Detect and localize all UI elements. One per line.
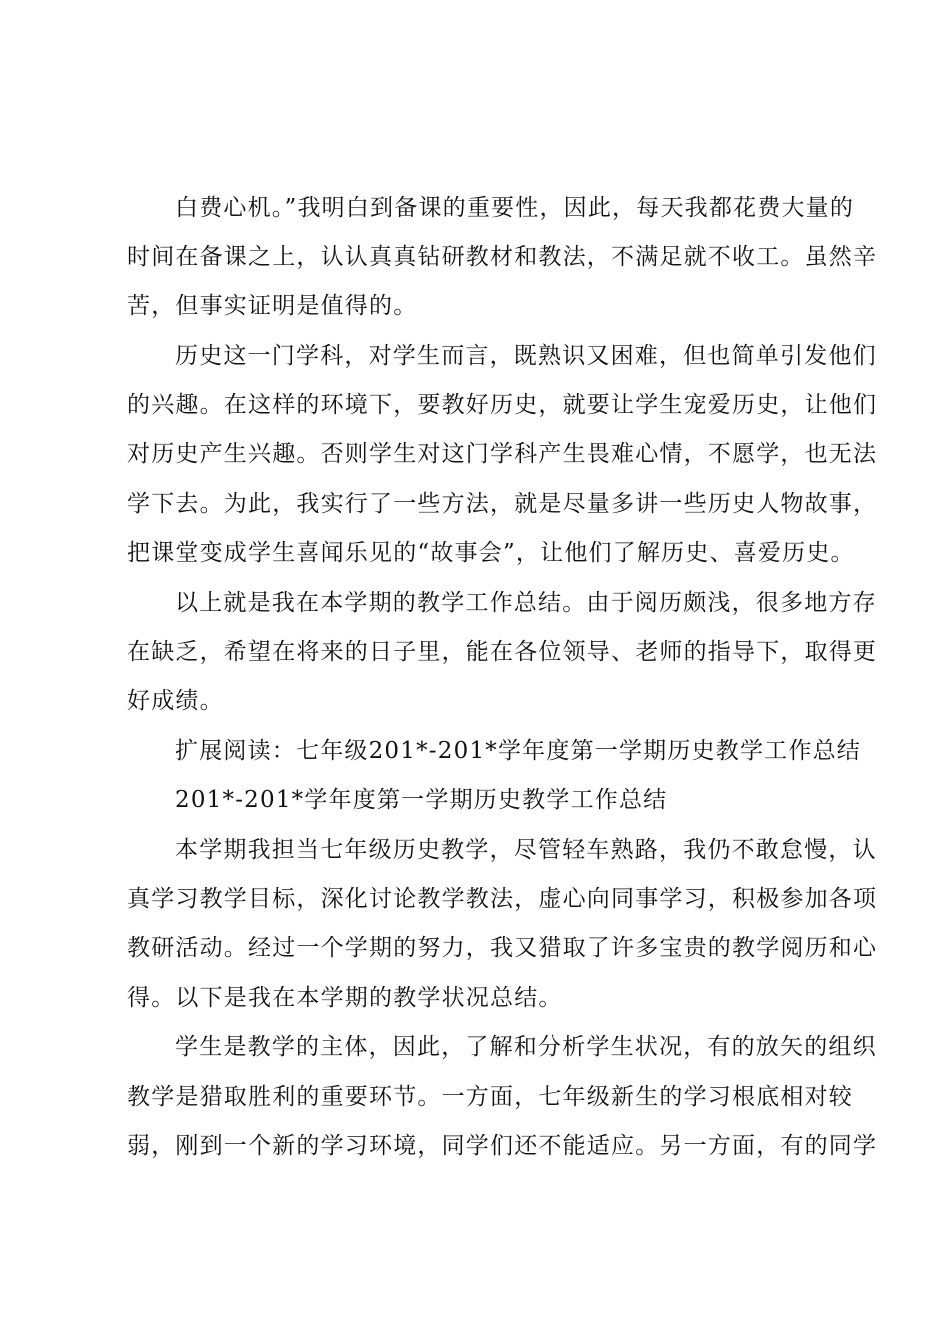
text-line: 弱，刚到一个新的学习环境，同学们还不能适应。另一方面，有的同学	[127, 1133, 878, 1159]
extended-reading-line: 扩展阅读：七年级201*-201*学年度第一学期历史教学工作总结	[175, 738, 861, 764]
section-title: 201*-201*学年度第一学期历史教学工作总结	[175, 787, 668, 813]
text-line: 得。以下是我在本学期的教学状况总结。	[127, 985, 563, 1011]
text-line: 历史这一门学科，对学生而言，既熟识又困难，但也简单引发他们	[175, 343, 877, 369]
text-line: 本学期我担当七年级历史教学，尽管轻车熟路，我仍不敢怠慢，认	[175, 837, 877, 863]
text-line: 苦，但事实证明是值得的。	[127, 293, 418, 319]
text-line: 教研活动。经过一个学期的努力，我又猎取了许多宝贵的教学阅历和心	[127, 935, 878, 961]
text-line: 把课堂变成学生喜闻乐见的“故事会”，让他们了解历史、喜爱历史。	[127, 540, 855, 566]
text-line: 学生是教学的主体，因此，了解和分析学生状况，有的放矢的组织	[175, 1034, 877, 1060]
text-line: 真学习教学目标，深化讨论教学教法，虚心向同事学习，积极参加各项	[127, 886, 878, 912]
text-line: 以上就是我在本学期的教学工作总结。由于阅历颇浅，很多地方存	[175, 590, 877, 616]
text-line: 的兴趣。在这样的环境下，要教好历史，就要让学生宠爱历史，让他们	[127, 392, 878, 418]
text-line: 时间在备课之上，认认真真钻研教材和教法，不满足就不收工。虽然辛	[127, 244, 878, 270]
text-line: 在缺乏，希望在将来的日子里，能在各位领导、老师的指导下，取得更	[127, 639, 878, 665]
text-line: 学下去。为此，我实行了一些方法，就是尽量多讲一些历史人物故事，	[127, 491, 878, 517]
text-line: 好成绩。	[127, 688, 224, 714]
text-line: 白费心机。”我明白到备课的重要性，因此，每天我都花费大量的	[175, 195, 855, 221]
text-line: 对历史产生兴趣。否则学生对这门学科产生畏难心情，不愿学，也无法	[127, 441, 878, 467]
text-line: 教学是猎取胜利的重要环节。一方面，七年级新生的学习根底相对较	[127, 1084, 853, 1110]
